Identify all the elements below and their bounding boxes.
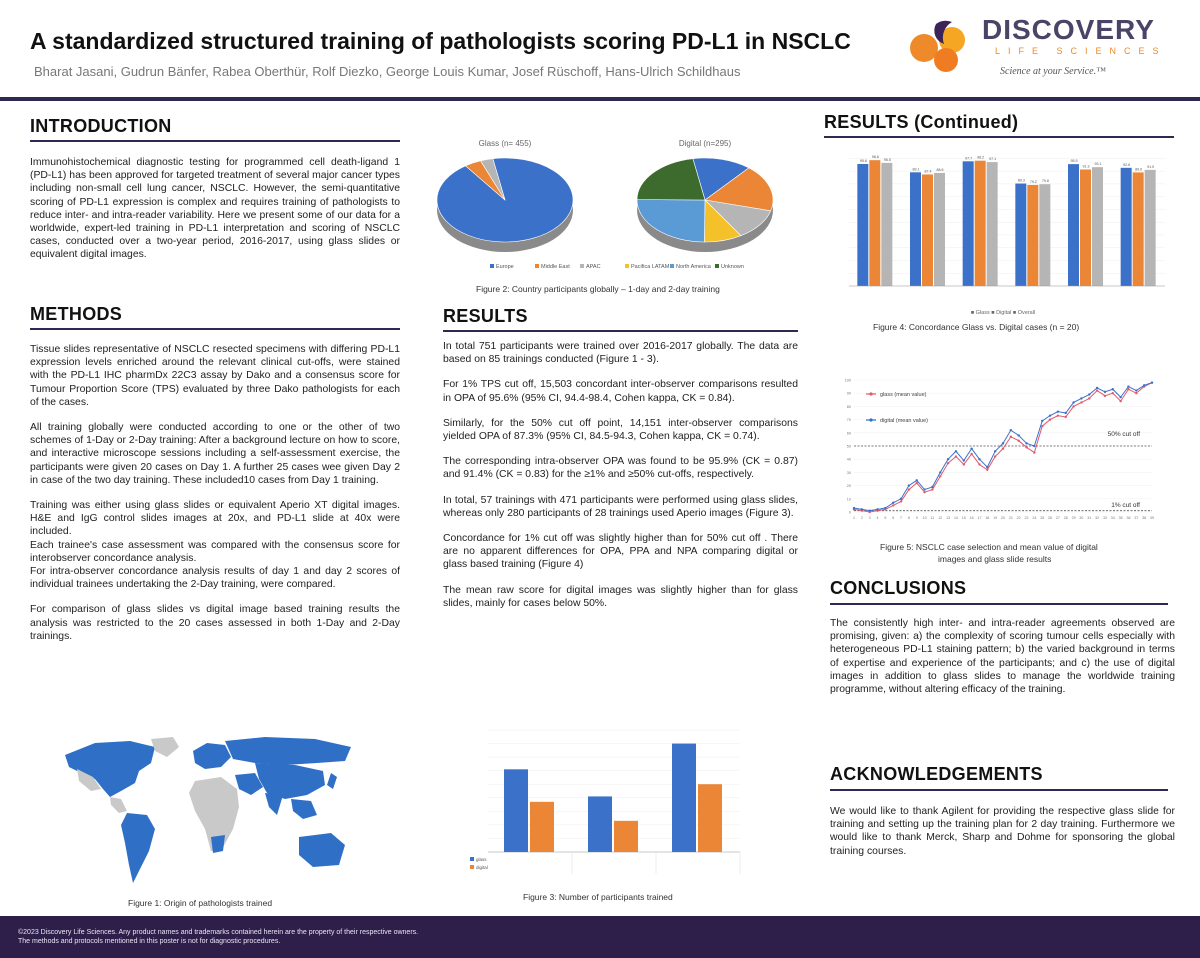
fig5-point bbox=[955, 455, 957, 457]
fig5-point bbox=[947, 458, 949, 460]
map-india bbox=[265, 793, 283, 815]
fig5-point bbox=[939, 471, 941, 473]
figure5-cut1-label: 1% cut off bbox=[1111, 502, 1140, 509]
fig5-point bbox=[1080, 401, 1082, 403]
conclusions-heading: CONCLUSIONS bbox=[830, 578, 967, 598]
footer-line2: The methods and protocols mentioned in this poster is not for diagnostic procedures. bbox=[18, 938, 281, 945]
fig5-point bbox=[1119, 396, 1121, 398]
fig4-data-label: 92.6 bbox=[1123, 162, 1131, 167]
methods-text bbox=[30, 343, 400, 655]
author-list: Bharat Jasani, Gudrun Bänfer, Rabea Oberthür, Rolf Diezko, George Louis Kumar, Josef Rüschoff, Hans-Ulrich Schildhaus bbox=[34, 64, 741, 79]
fig5-point bbox=[1049, 414, 1051, 416]
x-tick-label: 30 bbox=[1079, 516, 1084, 520]
fig5-point bbox=[994, 455, 996, 457]
fig5-point bbox=[931, 486, 933, 488]
fig5-point bbox=[963, 459, 965, 461]
fig5-point bbox=[994, 450, 996, 452]
fig4-data-label: 98.2 bbox=[977, 155, 985, 160]
conclusions-text: The consistently high inter- and intra-reader agreements observed are promising, given: a) the complexity of scoring tumour cells especially with heterogeneous PD-L1 staining pattern; b) the varied background in terms of expertise and experience of the participants; and c) the use of digital images in addition to glass slides to manage the worldwide training programme, without altering efficacy of the training. bbox=[830, 618, 1175, 696]
conclusions-rule bbox=[830, 603, 1168, 605]
fig4-bar-Glass-2 bbox=[910, 172, 921, 286]
x-tick-label: 14 bbox=[953, 516, 958, 520]
fig3-bar-digital-1 bbox=[530, 802, 554, 852]
fig4-data-label: 87.4 bbox=[924, 169, 932, 174]
map-africa-south bbox=[211, 835, 225, 853]
fig4-bar-Glass-6 bbox=[1121, 168, 1132, 286]
legend-swatch bbox=[715, 264, 719, 268]
fig5-point bbox=[861, 508, 863, 510]
fig5-point bbox=[892, 502, 894, 504]
legend-label: Unknown bbox=[721, 264, 744, 270]
fig3-bar-glass-1 bbox=[504, 769, 528, 852]
figure2-digital-label: Digital (n=295) bbox=[678, 139, 732, 148]
logo-tagline: Science at your Service.™ bbox=[1000, 66, 1106, 77]
methods-p1: Tissue slides representative of NSCLC resected specimens with differing PD-L1 expression levels enriched around the relevant clinical cut-offs, were stained with the PD-L1 IHC pharmDx 22C3 assay by Dako and a consensus score for Tumour Proportion Score (TPS) evaluated by three Dako pathologists for each of the cases. bbox=[30, 344, 400, 408]
legend-label: APAC bbox=[586, 264, 601, 270]
fig5-point bbox=[1119, 400, 1121, 402]
fig5-point bbox=[1041, 420, 1043, 422]
x-tick-label: 25 bbox=[1040, 516, 1045, 520]
map-central-america bbox=[110, 797, 127, 813]
x-tick-label: 18 bbox=[985, 516, 990, 520]
acknowledgements-text: We would like to thank Agilent for providing the respective glass slide for training and setting up the training plan for 2 day training. Furthermore we would like to thank Merck, Sharp and Dohme for sponsoring the global training courses. bbox=[830, 806, 1175, 857]
fig4-data-label: 89.1 bbox=[912, 167, 920, 172]
fig5-point bbox=[1025, 446, 1027, 448]
fig5-point bbox=[868, 509, 870, 511]
x-tick-label: 23 bbox=[1024, 516, 1029, 520]
methods-p3a: Training was either using glass slides or equivalent Aperio XT digital images. H&E and IgG control slides images at 20x, and PD-L1 slide at 40x were included. bbox=[30, 500, 400, 538]
results-continued-heading: RESULTS (Continued) bbox=[824, 112, 1019, 132]
fig5-point bbox=[892, 504, 894, 506]
methods-p2: All training globally were conducted according to one or the other of two schemes of 1-Day or 2-Day training: After a background lecture on how to score, and interactive microscope sessions including a self-assessment exercise, the participants were given 20 cases on Day 1. A further 25 cases wee given Day 2 in case of the two day training. These included10 cases from Day 1 training. bbox=[30, 422, 400, 486]
results-p4: The corresponding intra-observer OPA was found to be 95.9% (CK = 0.87) and 91.4% (CK = 0.83) for the ≥1% and ≥50% cut-offs, respectively. bbox=[443, 456, 798, 481]
results-p1: In total 751 participants were trained over 2016-2017 globally. The data are based on 85 trainings conducted (Figure 1 - 3). bbox=[443, 341, 798, 366]
map-japan bbox=[327, 773, 337, 789]
fig5-point bbox=[1057, 410, 1059, 412]
fig4-data-label: 79.2 bbox=[1029, 179, 1037, 184]
map-se-asia bbox=[291, 799, 317, 819]
legend-label: Europe bbox=[496, 264, 514, 270]
fig4-data-label: 89.0 bbox=[1135, 167, 1143, 172]
fig4-bar-Digital-1 bbox=[869, 160, 880, 286]
legend-swatch bbox=[535, 264, 539, 268]
y-tick-label: 60 bbox=[846, 431, 851, 436]
y-tick-label: 80 bbox=[846, 404, 851, 409]
fig5-point bbox=[986, 469, 988, 471]
map-australia bbox=[299, 833, 345, 867]
fig5-point bbox=[916, 482, 918, 484]
map-south-america bbox=[121, 813, 155, 883]
map-russia bbox=[225, 737, 351, 765]
methods-rule bbox=[30, 328, 400, 330]
fig4-bar-Overall-6 bbox=[1145, 170, 1156, 286]
fig5-point bbox=[1065, 412, 1067, 414]
figure4-caption: Figure 4: Concordance Glass vs. Digital cases (n = 20) bbox=[873, 322, 1080, 332]
world-map bbox=[55, 733, 365, 893]
fig5-point bbox=[1041, 425, 1043, 427]
fig5-point bbox=[1143, 384, 1145, 386]
fig5-point bbox=[1135, 389, 1137, 391]
fig4-data-label: 80.3 bbox=[1017, 178, 1025, 183]
x-tick-label: 2 bbox=[860, 516, 863, 520]
fig5-point bbox=[916, 479, 918, 481]
x-tick-label: 36 bbox=[1126, 516, 1131, 520]
fig4-data-label: 93.1 bbox=[1094, 162, 1102, 167]
x-tick-label: 20 bbox=[1001, 516, 1005, 520]
fig5-point bbox=[955, 450, 957, 452]
x-tick-label: 3 bbox=[868, 516, 871, 520]
results-p6: Concordance for 1% cut off was slightly higher than for 50% cut off . There are no apparent differences for OPA, PPA and NPA comparing digital or glass based training (Figure 4) bbox=[443, 533, 798, 571]
y-tick-label: 70 bbox=[846, 418, 851, 423]
logo-wordmark: DISCOVERY bbox=[982, 14, 1155, 45]
x-tick-label: 17 bbox=[977, 516, 982, 520]
fig5-point bbox=[923, 488, 925, 490]
fig5-point bbox=[1072, 405, 1074, 407]
fig4-data-label: 95.5 bbox=[1070, 159, 1078, 164]
x-tick-label: 34 bbox=[1110, 516, 1115, 520]
x-tick-label: 6 bbox=[892, 516, 895, 520]
footer-text bbox=[18, 928, 418, 946]
fig5-point bbox=[986, 466, 988, 468]
fig3-legend-swatch bbox=[470, 857, 474, 861]
fig4-bar-Overall-4 bbox=[1039, 184, 1050, 286]
legend-swatch bbox=[670, 264, 674, 268]
figure2-glass-label: Glass (n= 455) bbox=[478, 139, 532, 148]
x-tick-label: 39 bbox=[1150, 516, 1154, 520]
fig4-bar-Overall-2 bbox=[934, 173, 945, 286]
fig5-point bbox=[1033, 451, 1035, 453]
fig5-point bbox=[1049, 418, 1051, 420]
fig5-point bbox=[1080, 397, 1082, 399]
x-tick-label: 37 bbox=[1134, 516, 1139, 520]
fig5-point bbox=[923, 491, 925, 493]
x-tick-label: 5 bbox=[884, 516, 887, 520]
fig5-point bbox=[1010, 429, 1012, 431]
fig4-data-label: 96.5 bbox=[883, 157, 891, 162]
results-continued-rule bbox=[824, 136, 1174, 138]
figure4-legend: ■ Glass ■ Digital ■ Overall bbox=[970, 310, 1036, 316]
fig4-bar-Digital-6 bbox=[1133, 172, 1144, 286]
fig4-bar-Digital-2 bbox=[922, 174, 933, 286]
logo-circles-icon bbox=[900, 18, 980, 76]
fig5-point bbox=[939, 475, 941, 477]
results-heading: RESULTS bbox=[443, 306, 528, 326]
fig5-point bbox=[1112, 388, 1114, 390]
digital-pie-chart bbox=[637, 158, 773, 252]
fig3-legend-label: glass bbox=[476, 857, 487, 862]
results-p5: In total, 57 trainings with 471 participants were performed using glass slides, whereas only 280 participants of 28 trainings used Aperio images (Figure 3). bbox=[443, 494, 798, 519]
acknowledgements-heading: ACKNOWLEDGEMENTS bbox=[830, 764, 1043, 784]
methods-p3c: For intra-observer concordance analysis results of day 1 and day 2 scores of individual trainees undertaking the 2-Day training, were compared. bbox=[30, 566, 400, 591]
figure5-caption-line2: images and glass slide results bbox=[938, 554, 1052, 564]
fig3-bar-glass-3 bbox=[672, 744, 696, 852]
legend-label: North America bbox=[676, 264, 711, 270]
y-tick-label: 10 bbox=[846, 497, 851, 502]
fig4-bar-Glass-4 bbox=[1015, 184, 1026, 286]
fig5-point bbox=[931, 488, 933, 490]
x-tick-label: 15 bbox=[961, 516, 966, 520]
fig5-point bbox=[884, 507, 886, 509]
legend-label: Middle East bbox=[541, 264, 570, 270]
x-tick-label: 24 bbox=[1032, 516, 1037, 520]
fig5-point bbox=[1002, 447, 1004, 449]
fig5-point bbox=[908, 484, 910, 486]
fig5-series-glass bbox=[854, 383, 1152, 512]
x-tick-label: 27 bbox=[1055, 516, 1060, 520]
fig5-point bbox=[853, 507, 855, 509]
y-tick-label: 30 bbox=[846, 470, 851, 475]
fig5-point bbox=[908, 488, 910, 490]
y-tick-label: 100 bbox=[844, 378, 851, 383]
fig3-bar-glass-2 bbox=[588, 796, 612, 852]
header-divider bbox=[0, 97, 1200, 101]
fig4-bar-Glass-3 bbox=[963, 161, 974, 286]
figure1-caption: Figure 1: Origin of pathologists trained bbox=[128, 898, 273, 908]
fig4-data-label: 79.8 bbox=[1041, 179, 1049, 184]
fig5-point bbox=[1088, 397, 1090, 399]
fig5-point bbox=[1072, 401, 1074, 403]
poster-title: A standardized structured training of pathologists scoring PD-L1 in NSCLC bbox=[30, 28, 851, 54]
legend-swatch bbox=[625, 264, 629, 268]
introduction-heading: INTRODUCTION bbox=[30, 116, 172, 136]
fig4-data-label: 97.1 bbox=[989, 157, 997, 162]
x-tick-label: 8 bbox=[907, 516, 910, 520]
acknowledgements-rule bbox=[830, 789, 1168, 791]
x-tick-label: 33 bbox=[1102, 516, 1107, 520]
fig5-point bbox=[1127, 385, 1129, 387]
x-tick-label: 26 bbox=[1048, 516, 1053, 520]
figure5-caption-line1: Figure 5: NSCLC case selection and mean value of digital bbox=[880, 542, 1098, 552]
x-tick-label: 13 bbox=[946, 516, 951, 520]
fig5-point bbox=[978, 458, 980, 460]
fig5-point bbox=[1135, 392, 1137, 394]
map-europe bbox=[193, 743, 231, 769]
fig5-series-digital bbox=[854, 383, 1152, 511]
fig4-data-label: 97.7 bbox=[965, 156, 973, 161]
x-tick-label: 31 bbox=[1087, 516, 1092, 520]
fig5-point bbox=[1025, 442, 1027, 444]
fig5-point bbox=[1017, 434, 1019, 436]
fig5-point bbox=[970, 453, 972, 455]
logo-subtitle: LIFE SCIENCES bbox=[995, 46, 1167, 56]
x-tick-label: 32 bbox=[1095, 516, 1100, 520]
fig3-bar-digital-2 bbox=[614, 821, 638, 852]
fig5-point bbox=[1096, 387, 1098, 389]
fig5-point bbox=[978, 463, 980, 465]
x-tick-label: 21 bbox=[1008, 516, 1013, 520]
x-tick-label: 16 bbox=[969, 516, 974, 520]
legend-label: Pacifica LATAM bbox=[631, 264, 670, 270]
fig4-data-label: 95.6 bbox=[859, 158, 867, 163]
x-tick-label: 29 bbox=[1071, 516, 1076, 520]
fig5-point bbox=[900, 498, 902, 500]
legend-swatch bbox=[580, 264, 584, 268]
fig4-bar-Overall-1 bbox=[881, 163, 892, 286]
footer-line1: ©2023 Discovery Life Sciences. Any product names and trademarks contained herein are the property of their respective owners. bbox=[18, 929, 419, 936]
introduction-rule bbox=[30, 140, 400, 142]
fig5-point bbox=[970, 447, 972, 449]
results-p2: For 1% TPS cut off, 15,503 concordant inter-observer comparisons resulted in OPA of 95.6% (95% CI, 94.4-98.4, Cohen kappa, CK = 0.84). bbox=[443, 379, 798, 404]
fig5-point bbox=[1065, 416, 1067, 418]
figure3-bar-chart bbox=[470, 722, 760, 887]
y-tick-label: 20 bbox=[846, 484, 851, 489]
figure5-cut50-label: 50% cut off bbox=[1107, 431, 1140, 438]
map-north-america bbox=[65, 741, 155, 797]
methods-p4: For comparison of glass slides vs digital image based training results the analysis was restricted to the 20 cases assessed in both 1-Day and 2-Day trainings. bbox=[30, 604, 400, 642]
y-tick-label: 50 bbox=[846, 444, 851, 449]
fig5-point bbox=[1002, 442, 1004, 444]
fig4-data-label: 98.6 bbox=[871, 155, 879, 160]
figure5-legend-glass: glass (mean value) bbox=[880, 392, 927, 398]
figure4-bar-chart bbox=[835, 146, 1170, 318]
x-tick-label: 10 bbox=[922, 516, 927, 520]
x-tick-label: 12 bbox=[938, 516, 943, 520]
fig5-point bbox=[1096, 389, 1098, 391]
fig4-data-label: 88.6 bbox=[936, 167, 944, 172]
fig5-point bbox=[947, 462, 949, 464]
pie-slice-north-america bbox=[637, 200, 705, 242]
fig5-point bbox=[1104, 391, 1106, 393]
fig4-bar-Digital-3 bbox=[975, 161, 986, 286]
x-tick-label: 1 bbox=[853, 516, 855, 520]
map-greenland bbox=[151, 737, 179, 757]
methods-heading: METHODS bbox=[30, 304, 123, 324]
figure5-line-chart bbox=[840, 372, 1160, 527]
fig5-point bbox=[1057, 414, 1059, 416]
fig5-point bbox=[1104, 395, 1106, 397]
pie-slice-unknown bbox=[637, 159, 705, 200]
figure5-legend-digital: digital (mean value) bbox=[880, 418, 928, 424]
fig4-bar-Digital-4 bbox=[1027, 185, 1038, 286]
fig4-bar-Overall-5 bbox=[1092, 167, 1103, 286]
fig4-bar-Glass-1 bbox=[857, 164, 868, 286]
fig5-point bbox=[1010, 436, 1012, 438]
legend-swatch bbox=[490, 264, 494, 268]
x-tick-label: 38 bbox=[1142, 516, 1147, 520]
x-tick-label: 28 bbox=[1063, 516, 1068, 520]
fig5-point bbox=[1033, 445, 1035, 447]
fig5-point bbox=[1088, 393, 1090, 395]
y-tick-label: 90 bbox=[846, 391, 851, 396]
fig5-point bbox=[1112, 392, 1114, 394]
x-tick-label: 4 bbox=[876, 516, 879, 520]
fig5-point bbox=[1017, 440, 1019, 442]
fig3-legend-label: digital bbox=[476, 865, 488, 870]
fig4-bar-Overall-3 bbox=[987, 162, 998, 286]
results-p3: Similarly, for the 50% cut off point, 14,151 inter-observer comparisons yielded OPA of 87.3% (95% CI, 84.5-94.3, Cohen kappa, CK = 0.74). bbox=[443, 417, 798, 443]
y-tick-label: 0 bbox=[848, 510, 851, 515]
fig4-bar-Glass-5 bbox=[1068, 164, 1079, 286]
fig4-bar-Digital-5 bbox=[1080, 169, 1091, 286]
figure2-pies bbox=[430, 130, 810, 275]
fig4-data-label: 91.0 bbox=[1147, 164, 1155, 169]
fig5-point bbox=[963, 463, 965, 465]
x-tick-label: 7 bbox=[900, 516, 903, 520]
fig3-bar-digital-3 bbox=[698, 784, 722, 852]
introduction-text: Immunohistochemical diagnostic testing for programmed cell death-ligand 1 (PD-L1) has been approved for targeted treatment of several major cancer types including non-small cell lung cancer, NSCLC. However, the semi-quantitative scoring of PD-L1 expression is complex and requires training of pathologists to reduce inter- and intra-reader variability. Here we present some of our data for a worldwide, expert-led training in PD-L1 interpretation and scoring of NSCLC cases, conducted over a two-year period, 2016-2017, using glass slides or equivalent digital images. bbox=[30, 157, 400, 261]
fig5-point bbox=[900, 500, 902, 502]
glass-pie-chart bbox=[437, 158, 573, 252]
figure3-caption: Figure 3: Number of participants trained bbox=[523, 892, 673, 902]
figure2-caption: Figure 2: Country participants globally – 1-day and 2-day training bbox=[476, 284, 720, 294]
x-tick-label: 11 bbox=[930, 516, 935, 520]
figure2-legend bbox=[490, 264, 744, 270]
results-p7: The mean raw score for digital images was slightly higher than for glass slides, mainly for cases below 50%. bbox=[443, 584, 798, 609]
x-tick-label: 22 bbox=[1016, 516, 1021, 520]
x-tick-label: 19 bbox=[993, 516, 998, 520]
methods-p3b: Each trainee's case assessment was compared with the consensus score for interobserver concordance analysis. bbox=[30, 539, 400, 564]
fig3-legend-swatch bbox=[470, 865, 474, 869]
y-tick-label: 40 bbox=[846, 457, 851, 462]
x-tick-label: 35 bbox=[1118, 516, 1123, 520]
results-rule bbox=[443, 330, 798, 332]
fig5-point bbox=[876, 508, 878, 510]
results-text bbox=[443, 340, 798, 622]
fig5-point bbox=[1151, 381, 1153, 383]
x-tick-label: 9 bbox=[915, 516, 918, 520]
fig4-data-label: 91.3 bbox=[1082, 164, 1090, 169]
